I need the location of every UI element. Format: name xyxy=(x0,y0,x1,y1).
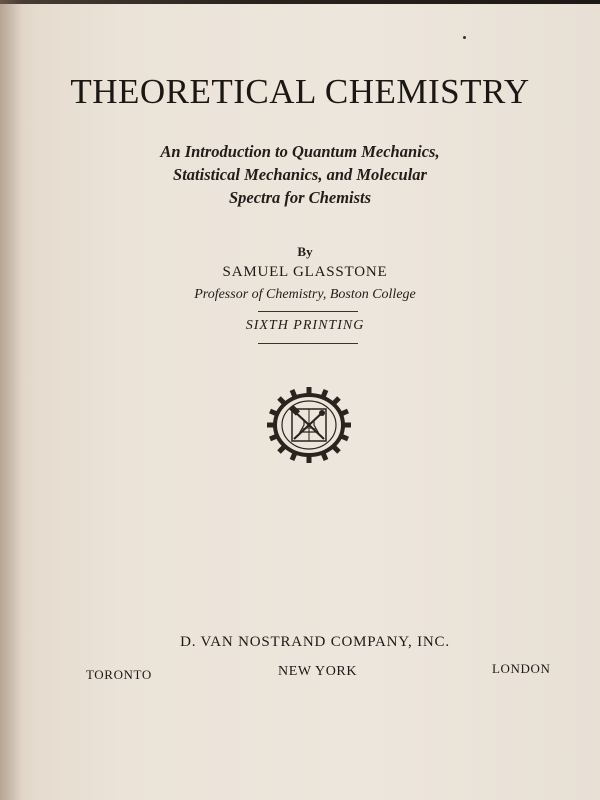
author-affiliation: Professor of Chemistry, Boston College xyxy=(194,287,416,302)
city-london: LONDON xyxy=(492,661,551,676)
paper-speck xyxy=(463,36,466,39)
binding-shadow xyxy=(0,0,22,800)
city-toronto: TORONTO xyxy=(86,667,152,682)
book-title: THEORETICAL CHEMISTRY xyxy=(70,72,530,111)
book-subtitle xyxy=(90,140,510,209)
publisher-emblem-gear-icon xyxy=(262,385,356,465)
subtitle-line: An Introduction to Quantum Mechanics, xyxy=(160,142,440,161)
divider-rule xyxy=(258,311,358,312)
page-top-edge xyxy=(0,0,600,4)
city-new-york: NEW YORK xyxy=(278,664,358,679)
publisher-name: D. VAN NOSTRAND COMPANY, INC. xyxy=(180,634,450,650)
subtitle-line: Spectra for Chemists xyxy=(228,188,372,207)
divider-rule xyxy=(258,343,358,344)
printing-edition: SIXTH PRINTING xyxy=(245,318,365,333)
subtitle-line: Statistical Mechanics, and Molecular xyxy=(173,165,427,184)
author-name: SAMUEL GLASSTONE xyxy=(222,264,388,280)
by-label: By xyxy=(297,244,313,259)
